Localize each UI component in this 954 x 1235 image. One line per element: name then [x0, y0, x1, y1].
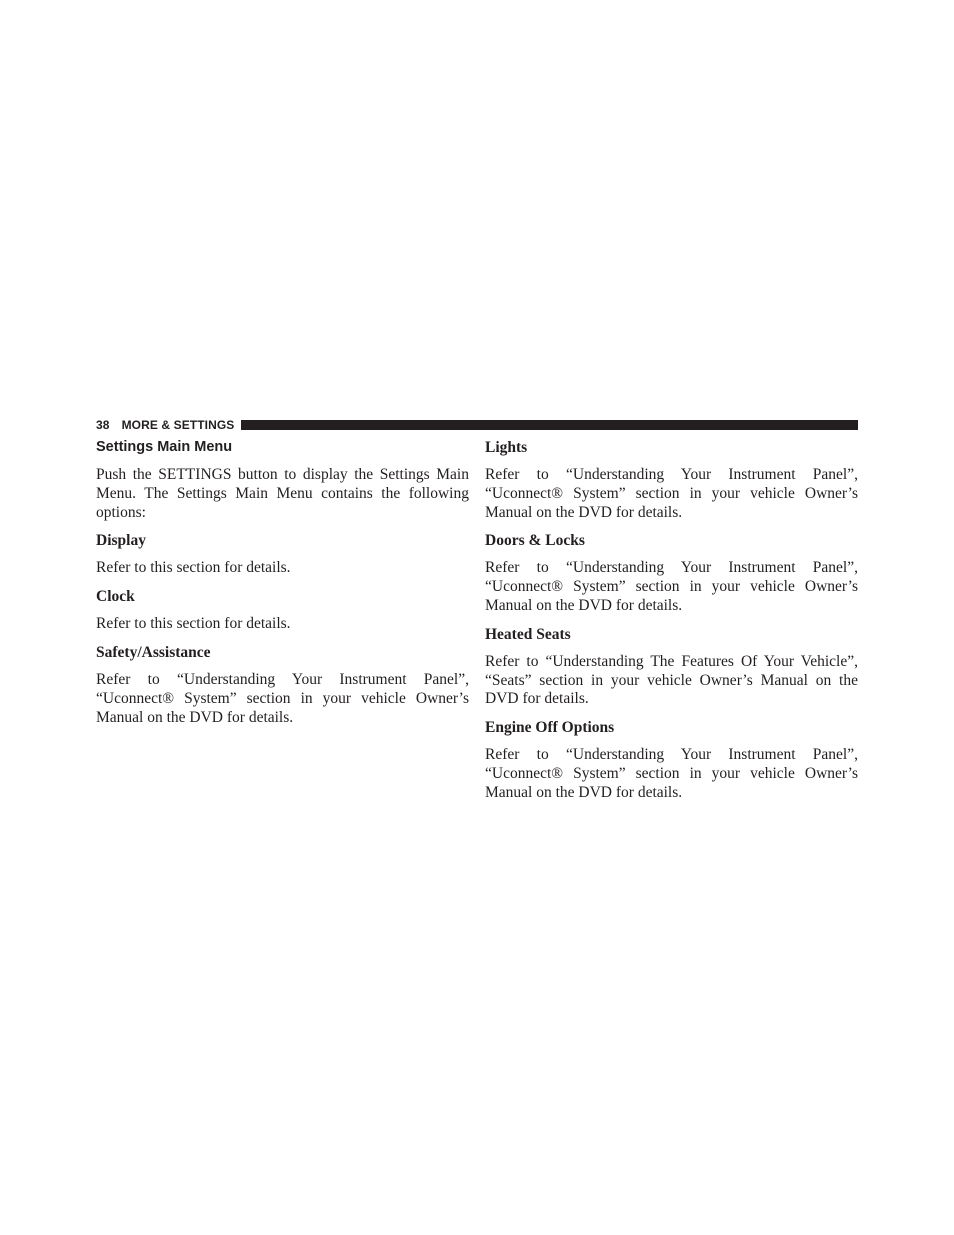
header-rule: [241, 420, 858, 430]
heated-seats-text: Refer to “Understanding The Features Of Your Vehicle”, “Seats” section in your vehicle Owner’s Manual on the DVD for details.: [485, 652, 858, 708]
engine-off-options-heading: Engine Off Options: [485, 719, 615, 737]
right-column: [485, 438, 858, 812]
display-text: Refer to this section for details.: [96, 559, 291, 577]
doors-locks-text: Refer to “Understanding Your Instrument Panel”, “Uconnect® System” section in your vehicle Owner’s Manual on the DVD for details.: [485, 559, 858, 614]
lights-text: Refer to “Understanding Your Instrument Panel”, “Uconnect® System” section in your vehicle Owner’s Manual on the DVD for details.: [485, 466, 858, 521]
heated-seats-heading: Heated Seats: [485, 625, 571, 643]
left-column: [96, 438, 469, 736]
safety-assistance-text: Refer to “Understanding Your Instrument Panel”, “Uconnect® System” section in your vehicle Owner’s Manual on the DVD for details.: [96, 670, 469, 726]
intro-paragraph: Push the SETTINGS button to display the Settings Main Menu. The Settings Main Menu contains the following options:: [96, 466, 469, 521]
page-header: [96, 417, 858, 433]
page-number: 38: [96, 418, 110, 432]
clock-text: Refer to this section for details.: [96, 615, 291, 633]
section-name: MORE & SETTINGS: [121, 418, 235, 432]
section-title: Settings Main Menu: [96, 439, 233, 455]
display-heading: Display: [96, 532, 146, 550]
safety-assistance-heading: Safety/Assistance: [96, 643, 211, 661]
clock-heading: Clock: [96, 588, 135, 606]
lights-heading: Lights: [485, 439, 528, 456]
engine-off-options-text: Refer to “Understanding Your Instrument Panel”, “Uconnect® System” section in your vehicle Owner’s Manual on the DVD for details.: [485, 746, 858, 801]
doors-locks-heading: Doors & Locks: [485, 532, 585, 550]
